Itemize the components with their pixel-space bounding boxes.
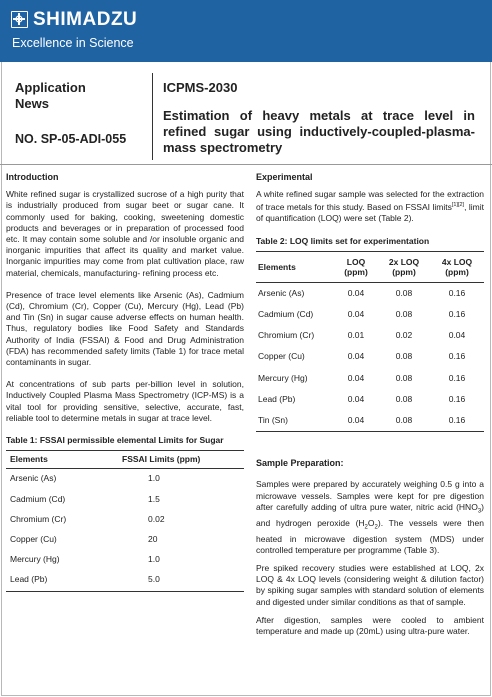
table-row <box>6 570 244 591</box>
loq-2x-cell: 0.08 <box>378 410 430 432</box>
instrument-code: ICPMS-2030 <box>163 80 238 95</box>
loq-4x-cell: 0.04 <box>448 330 466 341</box>
table-row <box>6 530 244 550</box>
document-meta <box>15 80 145 146</box>
column-header-4x-loq: 4x LOQ (ppm) <box>430 251 484 282</box>
table-row <box>6 469 244 490</box>
table-row <box>256 282 484 304</box>
table-row <box>6 510 244 530</box>
element-cell: Lead (Pb) <box>6 570 118 591</box>
reference-marker: [1][2] <box>451 202 465 209</box>
brand-tagline: Excellence in Science <box>12 36 134 50</box>
prep-paragraph-1 <box>256 479 484 556</box>
prep-text-a: Samples were prepared by accurately weighing 0.5 g into a microwave vessels. Samples were kept for pre digestion after carefully adding of ultra pure water, nitric acid (HNO <box>256 479 484 512</box>
limit-cell: 1.5 <box>148 493 160 504</box>
loq-cell: 0.01 <box>347 330 365 341</box>
table-row <box>256 389 484 410</box>
column-header-elements: Elements <box>6 451 118 469</box>
prep-text-b: ) and hydrogen peroxide (H <box>256 501 484 528</box>
experimental-text-a: A white refined sugar sample was selected for the extraction of trace metals for this study. Based on FSSAI limits <box>256 189 484 213</box>
loq-4x-cell: 0.16 <box>430 410 484 432</box>
brand-header <box>0 0 492 62</box>
limit-cell: 1.0 <box>148 473 160 484</box>
column-header-loq: LOQ (ppm) <box>334 251 378 282</box>
element-cell: Mercury (Hg) <box>10 554 60 565</box>
element-cell: Tin (Sn) <box>256 410 334 432</box>
table-row <box>6 550 244 570</box>
table-row <box>256 410 484 432</box>
table-header-row <box>6 451 244 469</box>
app-title-line-1: Application <box>15 80 86 95</box>
loq-cell: 0.04 <box>347 287 365 298</box>
experimental-paragraph <box>256 189 484 224</box>
element-cell: Copper (Cu) <box>10 534 57 545</box>
loq-cell: 0.04 <box>347 372 365 383</box>
subscript: 3 <box>477 508 482 515</box>
column-header-2x-loq: 2x LOQ (ppm) <box>378 251 430 282</box>
app-title-line-2: News <box>15 96 49 111</box>
loq-4x-cell: 0.16 <box>448 372 466 383</box>
limit-cell: 0.02 <box>148 513 165 524</box>
loq-limits-table <box>256 251 484 432</box>
intro-paragraph-1: White refined sugar is crystallized sucrose of a high purity that is industrially produced from sugar beet or sugar cane. It commonly used for baking, cooking, sweetening domestic products and beverages or in preparation of processed food etc. It may contain some soluble and /or insoluble organic and inorganic impurities that affect its quality and market value. Inorganic impurities may come from plat cultivation place, raw material, chemicals, manufacturing- refining process etc. <box>6 189 244 278</box>
brand-logo <box>11 10 137 29</box>
table1-caption: Table 1: FSSAI permissible elemental Limits for Sugar <box>6 435 224 446</box>
subscript: 2 <box>374 524 378 531</box>
loq-4x-cell: 0.16 <box>448 287 466 298</box>
document-number: NO. SP-05-ADI-055 <box>15 132 127 146</box>
prep-text-d: ). The vessels were then heated in microwave digestion system (MDS) under controlled temperature per programme (Table 3). <box>256 517 484 555</box>
table-header-row <box>256 251 484 282</box>
element-cell: Lead (Pb) <box>258 393 296 404</box>
loq-2x-cell: 0.08 <box>395 393 413 404</box>
header-divider <box>152 73 153 160</box>
prep-text-c: O <box>367 517 375 528</box>
element-cell: Chromium (Cr) <box>258 330 315 341</box>
column-header-fssai-limits: FSSAI Limits (ppm) <box>118 451 244 469</box>
brand-name: SHIMADZU <box>33 9 138 30</box>
loq-cell: 0.04 <box>347 309 365 320</box>
document-title-block <box>163 80 475 156</box>
introduction-heading: Introduction <box>6 172 59 182</box>
loq-4x-cell: 0.16 <box>448 309 466 320</box>
loq-cell: 0.04 <box>347 351 365 362</box>
prep-paragraph-3: After digestion, samples were cooled to ambient temperature and made up (20mL) using ultra-pure water. <box>256 614 484 637</box>
experimental-text-b: , limit of quantification (LOQ) were set (Table 2). <box>256 202 484 224</box>
column-header-elements: Elements <box>256 251 334 282</box>
sample-preparation-heading: Sample Preparation: <box>256 458 344 469</box>
loq-2x-cell: 0.08 <box>395 351 413 362</box>
prep-paragraph-2: Pre spiked recovery studies were established at LOQ, 2x LOQ & 4x LOQ levels (considering weight & dilution factor) by spiking sugar samples with standard solution of elements and digested under similar conditions as that of sample. <box>256 563 484 607</box>
element-cell: Arsenic (As) <box>258 287 305 298</box>
section-divider <box>0 164 492 165</box>
loq-4x-cell: 0.16 <box>448 351 466 362</box>
right-column <box>256 172 484 648</box>
limit-cell: 20 <box>148 534 158 545</box>
table-row <box>256 346 484 367</box>
loq-2x-cell: 0.08 <box>395 287 413 298</box>
element-cell: Arsenic (As) <box>10 473 57 484</box>
limit-cell: 1.0 <box>148 554 160 565</box>
loq-cell: 0.04 <box>334 410 378 432</box>
loq-2x-cell: 0.02 <box>395 330 413 341</box>
loq-4x-cell: 0.16 <box>448 393 466 404</box>
intro-paragraph-3: At concentrations of sub parts per-billion level in solution, Inductively Coupled Plasma Mass Spectrometry (ICP-MS) is a vital tool for providing sensitive, selective, accurate, fast, reliable tool to determine metals in sugar at trace level. <box>6 379 244 423</box>
document-title: Estimation of heavy metals at trace level in refined sugar using inductively-coupled-plasma-mass spectrometry <box>163 108 475 155</box>
element-cell: Copper (Cu) <box>258 351 305 362</box>
table-row <box>256 368 484 389</box>
fssai-limits-table <box>6 450 244 591</box>
limit-cell: 5.0 <box>118 570 244 591</box>
table2-caption: Table 2: LOQ limits set for experimentation <box>256 235 430 246</box>
table-row <box>6 490 244 510</box>
element-cell: Mercury (Hg) <box>258 372 308 383</box>
element-cell: Cadmium (Cd) <box>258 309 314 320</box>
left-column <box>6 172 244 592</box>
element-cell: Cadmium (Cd) <box>10 493 66 504</box>
element-cell: Chromium (Cr) <box>10 513 67 524</box>
loq-cell: 0.04 <box>347 393 365 404</box>
loq-2x-cell: 0.08 <box>395 372 413 383</box>
loq-2x-cell: 0.08 <box>395 309 413 320</box>
subscript: 2 <box>364 524 368 531</box>
shimadzu-logo-icon <box>11 11 28 28</box>
intro-paragraph-2: Presence of trace level elements like Arsenic (As), Cadmium (Cd), Chromium (Cr), Copper (Cu), Mercury (Hg), Lead (Pb) and Tin (Sn) in sugar cause adverse effects on human health. Thus, regulatory bodies like Food Safety and Standards Authority of India (FSSAI) & Food and Drug Administration (FDA) has recommended safety limits (Table 1) for trace metal contaminants in sugar. <box>6 289 244 368</box>
table-row <box>256 325 484 346</box>
experimental-heading: Experimental <box>256 172 313 182</box>
table-row <box>256 304 484 325</box>
